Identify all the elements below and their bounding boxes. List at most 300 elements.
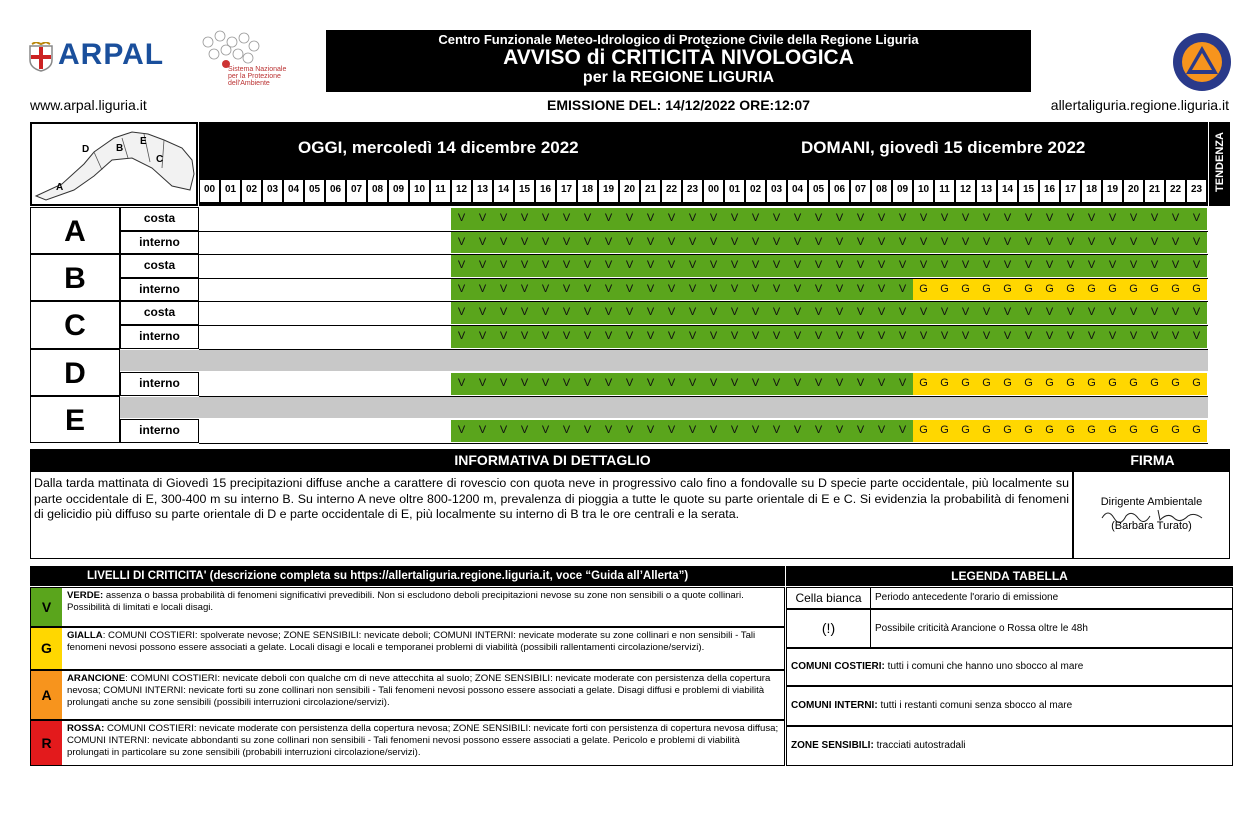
level-cell: V xyxy=(829,232,850,254)
zone-row-label: interno xyxy=(120,419,199,443)
level-cell xyxy=(199,326,220,348)
level-cell xyxy=(367,279,388,301)
snpa-logo xyxy=(198,30,298,92)
level-cell: V xyxy=(745,279,766,301)
level-cell: G xyxy=(1039,279,1060,301)
level-cell: V xyxy=(661,208,682,230)
hour-cell: 03 xyxy=(767,180,786,202)
today-title: OGGI, mercoledì 14 dicembre 2022 xyxy=(298,138,579,157)
emission-date: EMISSIONE DEL: 14/12/2022 ORE:12:07 xyxy=(547,97,810,113)
level-cell xyxy=(283,232,304,254)
level-cell: V xyxy=(1186,255,1207,277)
map-label-d: D xyxy=(82,144,90,155)
level-cell xyxy=(367,208,388,230)
level-cell xyxy=(409,279,430,301)
level-cell: V xyxy=(1102,326,1123,348)
hour-cell: 06 xyxy=(830,180,849,202)
level-cell: V xyxy=(808,326,829,348)
zone-row-label: costa xyxy=(120,254,199,278)
level-cell: V xyxy=(871,232,892,254)
level-cell: V xyxy=(745,420,766,442)
legend-white-cell-label: Cella bianca xyxy=(787,588,871,608)
level-cell xyxy=(241,279,262,301)
level-cell: V xyxy=(892,279,913,301)
legend-comuni-interni: COMUNI INTERNI: tutti i restanti comuni senza sbocco al mare xyxy=(786,686,1233,726)
hour-cell: 15 xyxy=(515,180,534,202)
level-cell: V xyxy=(1039,232,1060,254)
level-cell xyxy=(430,255,451,277)
level-cell: V xyxy=(1060,326,1081,348)
level-cell xyxy=(388,420,409,442)
legend-white-cell xyxy=(786,587,1233,609)
hour-cell: 14 xyxy=(494,180,513,202)
protezione-civile-icon xyxy=(1172,32,1232,92)
level-cell: V xyxy=(850,326,871,348)
map-label-c: C xyxy=(156,154,164,165)
level-cell xyxy=(388,208,409,230)
level-cell xyxy=(283,255,304,277)
level-cell: G xyxy=(1018,279,1039,301)
level-cell: V xyxy=(1123,326,1144,348)
level-cell: V xyxy=(724,232,745,254)
level-cell: V xyxy=(766,373,787,395)
level-cell: V xyxy=(472,208,493,230)
hour-cell: 17 xyxy=(1061,180,1080,202)
level-cell: V xyxy=(682,373,703,395)
level-cell: V xyxy=(808,208,829,230)
level-cell xyxy=(283,279,304,301)
level-cell: V xyxy=(682,420,703,442)
level-cell xyxy=(262,326,283,348)
level-cell: V xyxy=(724,302,745,324)
level-cell: V xyxy=(1060,208,1081,230)
level-cell: V xyxy=(682,232,703,254)
level-cell: G xyxy=(1186,373,1207,395)
level-cell: G xyxy=(1081,420,1102,442)
level-cell: V xyxy=(619,302,640,324)
website-arpal-link[interactable]: www.arpal.liguria.it xyxy=(30,97,147,113)
level-cell: V xyxy=(703,279,724,301)
level-cell: V xyxy=(1165,232,1186,254)
level-cell: V xyxy=(472,255,493,277)
level-cell: V xyxy=(787,302,808,324)
level-cell xyxy=(283,373,304,395)
level-cell: G xyxy=(976,420,997,442)
level-cell: V xyxy=(535,373,556,395)
level-cell: V xyxy=(619,208,640,230)
tomorrow-title: DOMANI, giovedì 15 dicembre 2022 xyxy=(801,138,1086,157)
title-line2: AVVISO di CRITICITÀ NIVOLOGICA xyxy=(503,46,854,69)
level-cell xyxy=(325,255,346,277)
level-cell: V xyxy=(787,255,808,277)
liguria-shield-icon xyxy=(28,42,54,72)
level-cell: G xyxy=(1039,373,1060,395)
info-header xyxy=(30,449,1230,471)
level-cell xyxy=(220,232,241,254)
level-cell: V xyxy=(787,279,808,301)
level-cell: V xyxy=(1123,302,1144,324)
level-cell: V xyxy=(955,302,976,324)
level-cell xyxy=(283,208,304,230)
hour-cell: 11 xyxy=(935,180,954,202)
zone-label-e: E xyxy=(30,396,120,443)
level-cell: V xyxy=(640,420,661,442)
level-cell: V xyxy=(1081,232,1102,254)
level-cell: V xyxy=(661,373,682,395)
level-cell: V xyxy=(493,208,514,230)
hour-cell: 08 xyxy=(368,180,387,202)
hour-cell: 19 xyxy=(599,180,618,202)
hour-cell: 01 xyxy=(725,180,744,202)
level-cell: V xyxy=(808,232,829,254)
level-cell: V xyxy=(451,373,472,395)
level-cell: V xyxy=(1144,302,1165,324)
level-cell: V xyxy=(1102,208,1123,230)
level-cell: V xyxy=(850,373,871,395)
level-cell: V xyxy=(703,208,724,230)
zone-row-label: costa xyxy=(120,301,199,325)
level-cell xyxy=(367,326,388,348)
level-cell: G xyxy=(1123,420,1144,442)
level-rossa xyxy=(30,720,785,766)
level-cell: V xyxy=(787,208,808,230)
level-cell: V xyxy=(1165,255,1186,277)
hour-cell: 21 xyxy=(1145,180,1164,202)
hour-cell: 06 xyxy=(326,180,345,202)
level-cell: V xyxy=(661,279,682,301)
levels-header xyxy=(30,566,785,586)
level-cell: V xyxy=(1186,232,1207,254)
level-cell: G xyxy=(955,373,976,395)
level-cell: V xyxy=(1060,302,1081,324)
level-cell: V xyxy=(535,255,556,277)
level-cell: V xyxy=(850,255,871,277)
map-label-b: B xyxy=(116,143,124,154)
level-cell: V xyxy=(451,232,472,254)
level-cell xyxy=(220,255,241,277)
level-cell: V xyxy=(451,208,472,230)
level-cell xyxy=(346,302,367,324)
level-cell xyxy=(409,302,430,324)
title-line1: Centro Funzionale Meteo-Idrologico di Protezione Civile della Regione Liguria xyxy=(438,32,919,47)
level-cell: V xyxy=(640,255,661,277)
level-cell xyxy=(199,420,220,442)
level-cell: V xyxy=(661,255,682,277)
hour-cell: 20 xyxy=(620,180,639,202)
level-cell xyxy=(304,302,325,324)
level-cell: V xyxy=(1186,302,1207,324)
level-cell: V xyxy=(997,326,1018,348)
level-cell xyxy=(325,232,346,254)
level-cell: V xyxy=(934,232,955,254)
hour-cell: 04 xyxy=(284,180,303,202)
level-cell xyxy=(388,232,409,254)
level-cell xyxy=(304,373,325,395)
level-cell: V xyxy=(1144,326,1165,348)
level-cell: V xyxy=(640,326,661,348)
hour-cell: 15 xyxy=(1019,180,1038,202)
level-cell: V xyxy=(577,208,598,230)
liguria-zone-map xyxy=(30,122,198,206)
level-cell xyxy=(367,302,388,324)
snpa-network-icon xyxy=(198,30,260,70)
level-cell: G xyxy=(934,279,955,301)
level-cell: V xyxy=(472,232,493,254)
hour-cell: 00 xyxy=(704,180,723,202)
level-cell: V xyxy=(493,255,514,277)
legend-comuni-costieri: COMUNI COSTIERI: tutti i comuni che hanno uno sbocco al mare xyxy=(786,648,1233,686)
level-cell: V xyxy=(682,208,703,230)
level-cell xyxy=(304,255,325,277)
level-cell: V xyxy=(829,373,850,395)
level-cell: V xyxy=(892,326,913,348)
level-cell: V xyxy=(850,420,871,442)
hour-cell: 04 xyxy=(788,180,807,202)
level-cell: V xyxy=(1018,232,1039,254)
level-cell: V xyxy=(829,208,850,230)
level-cell: V xyxy=(535,420,556,442)
level-cell: V xyxy=(556,279,577,301)
zone-label-d: D xyxy=(30,349,120,396)
level-cell: V xyxy=(1144,208,1165,230)
level-swatch-g: G xyxy=(31,628,62,669)
hour-cell: 02 xyxy=(242,180,261,202)
level-cell: G xyxy=(1165,373,1186,395)
level-cell: V xyxy=(1081,302,1102,324)
level-cell: V xyxy=(808,255,829,277)
level-cell: V xyxy=(514,208,535,230)
level-cell: G xyxy=(955,279,976,301)
level-cell: V xyxy=(787,420,808,442)
level-cell: V xyxy=(577,279,598,301)
level-cell: V xyxy=(682,255,703,277)
level-cell: V xyxy=(472,420,493,442)
level-cell: V xyxy=(682,302,703,324)
level-cell xyxy=(409,232,430,254)
level-cell: V xyxy=(892,208,913,230)
level-cell: V xyxy=(892,232,913,254)
level-cell xyxy=(199,279,220,301)
level-cell: G xyxy=(1081,373,1102,395)
level-cell xyxy=(220,208,241,230)
level-cell: V xyxy=(850,279,871,301)
level-cell: V xyxy=(640,373,661,395)
level-cell: V xyxy=(892,420,913,442)
level-cell: V xyxy=(556,232,577,254)
level-cell: G xyxy=(955,420,976,442)
level-cell: V xyxy=(871,208,892,230)
level-cell: V xyxy=(1039,302,1060,324)
hour-cell: 23 xyxy=(683,180,702,202)
level-cell: V xyxy=(703,326,724,348)
level-cell: V xyxy=(892,302,913,324)
level-cell: G xyxy=(1018,420,1039,442)
level-cell: V xyxy=(766,255,787,277)
level-cell: V xyxy=(598,255,619,277)
level-cell: V xyxy=(934,255,955,277)
level-cell: V xyxy=(703,255,724,277)
level-cell: V xyxy=(1144,255,1165,277)
level-cell xyxy=(388,373,409,395)
level-cell: V xyxy=(556,326,577,348)
hour-cell: 14 xyxy=(998,180,1017,202)
zone-row-label: interno xyxy=(120,231,199,255)
level-cell: V xyxy=(787,373,808,395)
level-cell: G xyxy=(997,279,1018,301)
signature-box xyxy=(1073,471,1230,559)
level-cell: G xyxy=(1144,279,1165,301)
level-cell xyxy=(199,208,220,230)
row-divider xyxy=(199,443,1208,444)
hour-cell: 02 xyxy=(746,180,765,202)
level-cell: G xyxy=(913,279,934,301)
level-cell xyxy=(409,420,430,442)
level-cell xyxy=(220,326,241,348)
info-title: INFORMATIVA DI DETTAGLIO xyxy=(454,452,651,468)
hour-cell: 21 xyxy=(641,180,660,202)
trend-column-header xyxy=(1209,122,1230,206)
level-cell: V xyxy=(556,208,577,230)
level-cell: V xyxy=(1144,232,1165,254)
level-cell xyxy=(430,232,451,254)
level-cell: V xyxy=(955,232,976,254)
hour-cell: 19 xyxy=(1103,180,1122,202)
level-cell: G xyxy=(934,420,955,442)
map-label-a: A xyxy=(56,182,64,193)
level-cell: V xyxy=(640,232,661,254)
signature-title: FIRMA xyxy=(1130,452,1175,468)
level-cell: V xyxy=(493,420,514,442)
level-cell xyxy=(346,279,367,301)
level-cell xyxy=(220,420,241,442)
level-cell: V xyxy=(850,208,871,230)
level-cell xyxy=(325,420,346,442)
level-cell: V xyxy=(808,279,829,301)
level-cell: V xyxy=(703,373,724,395)
level-cell: V xyxy=(913,302,934,324)
level-cell: V xyxy=(472,373,493,395)
level-cell xyxy=(241,208,262,230)
zone-label-c: C xyxy=(30,301,120,348)
website-allerta-link[interactable]: allertaliguria.regione.liguria.it xyxy=(1050,97,1229,113)
level-cell: V xyxy=(871,420,892,442)
level-cell: V xyxy=(1123,232,1144,254)
level-cell: V xyxy=(640,279,661,301)
level-cell: V xyxy=(766,208,787,230)
level-cell xyxy=(241,420,262,442)
level-cell: V xyxy=(745,208,766,230)
hour-cell: 08 xyxy=(872,180,891,202)
level-cell xyxy=(262,302,283,324)
hour-cell: 12 xyxy=(452,180,471,202)
level-cell: V xyxy=(703,302,724,324)
level-cell: V xyxy=(1081,255,1102,277)
hour-cell: 00 xyxy=(200,180,219,202)
level-cell: G xyxy=(1081,279,1102,301)
title-line3: per la REGIONE LIGURIA xyxy=(582,69,775,86)
hour-cell: 07 xyxy=(347,180,366,202)
hour-cell: 22 xyxy=(1166,180,1185,202)
level-cell: V xyxy=(556,420,577,442)
level-cell: V xyxy=(556,255,577,277)
level-cell xyxy=(346,420,367,442)
level-cell: V xyxy=(1039,326,1060,348)
level-cell: V xyxy=(1060,255,1081,277)
level-cell xyxy=(325,302,346,324)
zone-row-label: interno xyxy=(120,325,199,349)
level-text-g: GIALLA: COMUNI COSTIERI: spolverate nevose; ZONE SENSIBILI: nevicate deboli; COMUNI INTERNI: nevicate moderate su zone collinari e non sensibili - Tali fenomeni nevosi possono essere associati a gelate. Locali disagi e locali e temporanei problemi di viabilità (possibili rallentamenti circolazione/servizi). xyxy=(67,630,756,653)
level-cell xyxy=(325,208,346,230)
hour-cell: 18 xyxy=(578,180,597,202)
level-cell: V xyxy=(1018,255,1039,277)
level-cell: G xyxy=(1018,373,1039,395)
level-cell: V xyxy=(955,255,976,277)
hour-cell: 09 xyxy=(893,180,912,202)
level-cell xyxy=(430,208,451,230)
level-cell: V xyxy=(535,232,556,254)
level-cell: V xyxy=(871,302,892,324)
level-cell: V xyxy=(1081,208,1102,230)
level-cell: V xyxy=(1165,326,1186,348)
level-cell xyxy=(304,420,325,442)
level-arancione xyxy=(30,670,785,720)
level-cell: V xyxy=(451,420,472,442)
hour-cell: 22 xyxy=(662,180,681,202)
level-cell xyxy=(304,232,325,254)
level-cell: V xyxy=(808,302,829,324)
level-cell: V xyxy=(1165,302,1186,324)
level-cell: V xyxy=(745,232,766,254)
level-cell: V xyxy=(871,326,892,348)
level-cell: V xyxy=(913,232,934,254)
level-cell xyxy=(346,326,367,348)
level-cell: V xyxy=(535,326,556,348)
level-cell: V xyxy=(829,302,850,324)
level-cell: V xyxy=(577,420,598,442)
level-cell: V xyxy=(1018,208,1039,230)
level-cell: V xyxy=(934,302,955,324)
level-verde xyxy=(30,587,785,627)
level-cell xyxy=(283,302,304,324)
level-cell: G xyxy=(1123,279,1144,301)
level-cell: V xyxy=(451,302,472,324)
level-cell: G xyxy=(1060,420,1081,442)
level-cell: V xyxy=(619,232,640,254)
level-cell: G xyxy=(1144,373,1165,395)
level-cell xyxy=(262,255,283,277)
level-cell: V xyxy=(766,326,787,348)
level-cell: V xyxy=(661,302,682,324)
level-cell: V xyxy=(577,373,598,395)
level-cell xyxy=(220,302,241,324)
snpa-text: Sistema Nazionale per la Protezione dell'Ambiente xyxy=(228,66,287,87)
level-cell xyxy=(283,420,304,442)
level-cell: V xyxy=(1039,208,1060,230)
level-cell: V xyxy=(661,420,682,442)
level-cell: V xyxy=(577,302,598,324)
level-cell: G xyxy=(1186,279,1207,301)
legend-white-cell-text: Periodo antecedente l'orario di emissione xyxy=(875,592,1059,603)
level-cell: V xyxy=(892,255,913,277)
level-cell: V xyxy=(514,279,535,301)
level-cell: V xyxy=(787,326,808,348)
level-cell xyxy=(388,326,409,348)
level-cell xyxy=(430,279,451,301)
legend-zone-sensibili: ZONE SENSIBILI: tracciati autostradali xyxy=(786,726,1233,766)
level-cell: V xyxy=(514,302,535,324)
level-cell xyxy=(304,208,325,230)
hour-cell: 18 xyxy=(1082,180,1101,202)
